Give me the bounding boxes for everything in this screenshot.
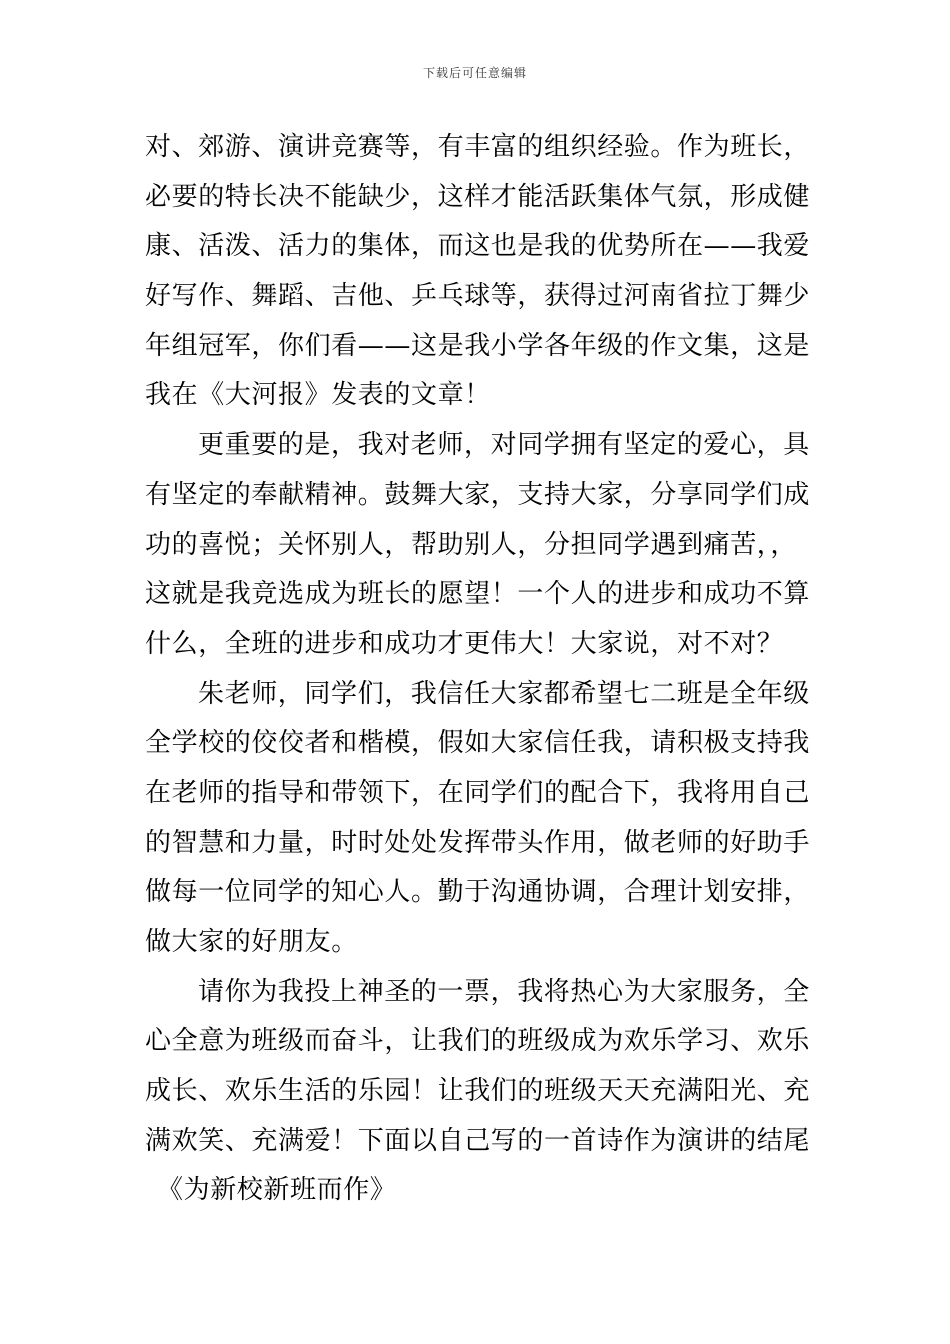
text-line: 心全意为班级而奋斗，让我们的班级成为欢乐学习、欢乐 bbox=[145, 1026, 811, 1057]
text-line: 成长、欢乐生活的乐园！让我们的班级天天充满阳光、充 bbox=[145, 1076, 811, 1107]
text-line: 这就是我竞选成为班长的愿望！一个人的进步和成功不算 bbox=[145, 579, 811, 610]
text-line: 康、活泼、活力的集体，而这也是我的优势所在——我爱 bbox=[145, 231, 811, 262]
text-line: 在老师的指导和带领下，在同学们的配合下，我将用自己 bbox=[145, 777, 811, 808]
text-line: 什么，全班的进步和成功才更伟大！大家说，对不对？ bbox=[145, 628, 784, 659]
text-line: 必要的特长决不能缺少，这样才能活跃集体气氛，形成健 bbox=[145, 181, 811, 212]
document-body bbox=[145, 123, 810, 1216]
text-line: 功的喜悦；关怀别人，帮助别人，分担同学遇到痛苦，， bbox=[145, 529, 798, 560]
text-line: 有坚定的奉献精神。鼓舞大家，支持大家，分享同学们成 bbox=[145, 479, 811, 510]
text-line: 对、郊游、演讲竞赛等，有丰富的组织经验。作为班长， bbox=[145, 132, 811, 162]
paragraph-first-line: 请你为我投上神圣的一票，我将热心为大家服务，全 bbox=[198, 976, 810, 1007]
page-header-note: 下载后可任意编辑 bbox=[422, 66, 527, 80]
text-line: 的智慧和力量，时时处处发挥带头作用，做老师的好助手 bbox=[145, 827, 811, 858]
paragraph-first-line: 更重要的是，我对老师，对同学拥有坚定的爱心，具 bbox=[198, 430, 810, 461]
text-line: 做每一位同学的知心人。勤于沟通协调，合理计划安排， bbox=[145, 877, 811, 908]
text-line: 做大家的好朋友。 bbox=[145, 927, 358, 957]
paragraph-first-line: 朱老师，同学们，我信任大家都希望七二班是全年级 bbox=[198, 678, 810, 709]
text-line: 年组冠军，你们看——这是我小学各年级的作文集，这是 bbox=[145, 330, 811, 361]
text-line: 全学校的佼佼者和楷模，假如大家信任我，请积极支持我 bbox=[145, 728, 811, 759]
poem-title: 《为新校新班而作》 bbox=[157, 1175, 397, 1206]
text-line: 我在《大河报》发表的文章！ bbox=[145, 380, 491, 411]
text-line: 好写作、舞蹈、吉他、乒乓球等，获得过河南省拉丁舞少 bbox=[145, 281, 811, 312]
text-line: 满欢笑、充满爱！下面以自己写的一首诗作为演讲的结尾 bbox=[145, 1125, 811, 1156]
